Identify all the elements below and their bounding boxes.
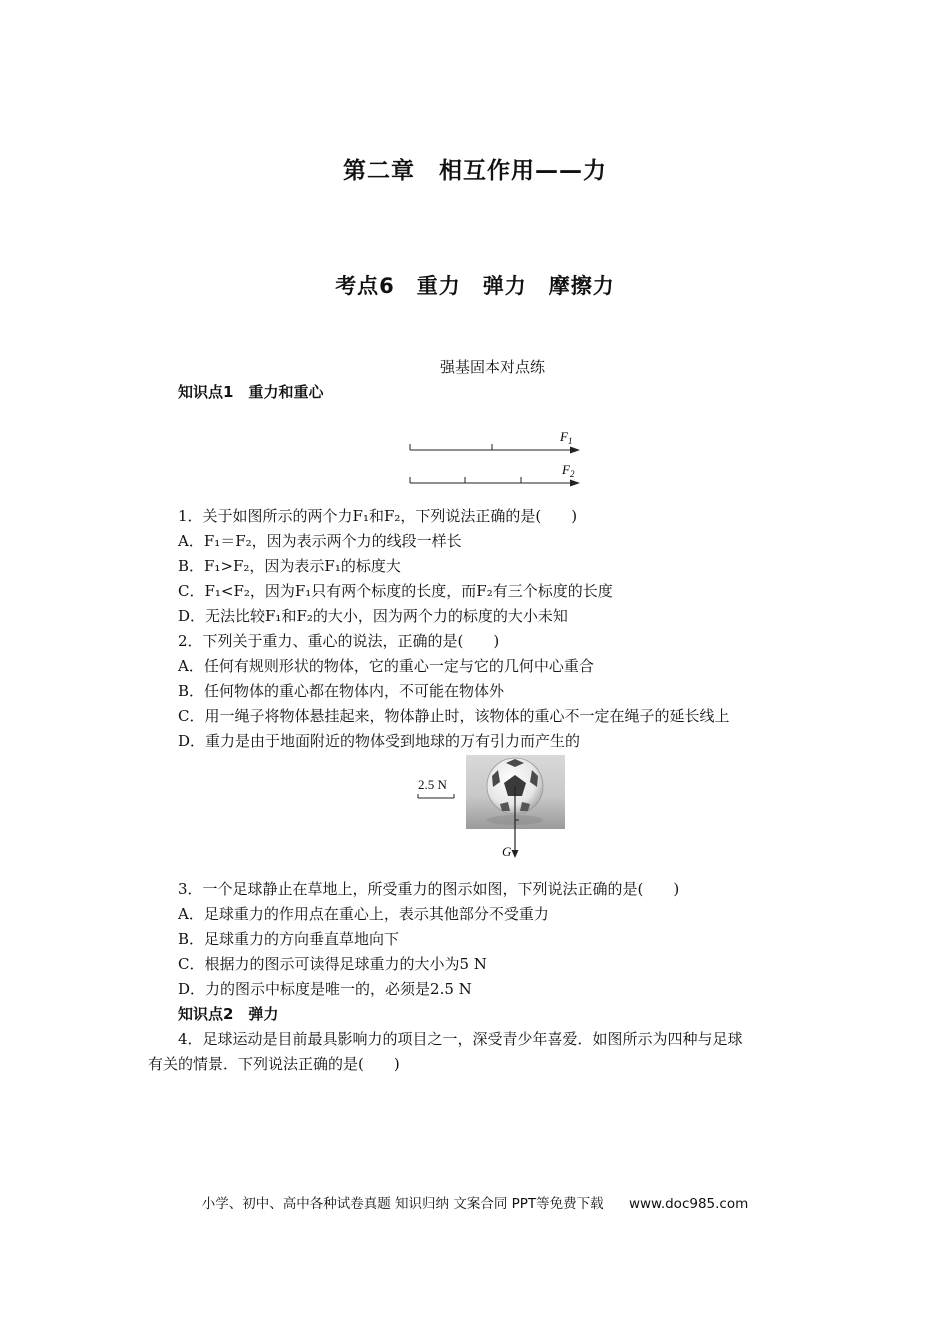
- f2-label: $F_2$: [562, 462, 575, 479]
- chapter-title: 第二章 相互作用——力: [343, 158, 607, 184]
- q4-stem-line1: 4．足球运动是目前最具影响力的项目之一，深受青少年喜爱．如图所示为四种与足球: [178, 1030, 743, 1048]
- scale-label: 2.5 N: [418, 777, 447, 792]
- section-title: 考点6 重力 弹力 摩擦力: [335, 274, 615, 298]
- q2-option-d: D．重力是由于地面附近的物体受到地球的万有引力而产生的: [178, 732, 581, 750]
- scale-bar: [418, 794, 454, 798]
- gravity-label: G: [502, 844, 512, 859]
- football-gravity-figure: [414, 754, 574, 860]
- q1-option-a: A．F₁＝F₂，因为表示两个力的线段一样长: [178, 532, 462, 550]
- gravity-arrowhead: [512, 850, 519, 858]
- q3-option-a: A．足球重力的作用点在重心上，表示其他部分不受重力: [178, 905, 549, 923]
- q3-stem: 3．一个足球静止在草地上，所受重力的图示如图，下列说法正确的是( ): [178, 880, 680, 898]
- q2-option-b: B．任何物体的重心都在物体内，不可能在物体外: [178, 682, 505, 700]
- q3-option-d: D．力的图示中标度是唯一的，必须是2.5 N: [178, 980, 472, 998]
- practice-subtitle: 强基固本对点练: [439, 358, 545, 376]
- q4-stem-line2: 有关的情景．下列说法正确的是( ): [148, 1055, 400, 1073]
- knowledge-point-1-heading: 知识点1 重力和重心: [178, 383, 324, 401]
- q1-option-d: D．无法比较F₁和F₂的大小，因为两个力的标度的大小未知: [178, 607, 568, 625]
- page-footer: [0, 1192, 950, 1212]
- footer-text: 小学、初中、高中各种试卷真题 知识归纳 文案合同 PPT等免费下载: [201, 1196, 604, 1212]
- q3-option-c: C．根据力的图示可读得足球重力的大小为5 N: [178, 955, 487, 973]
- footer-url-link[interactable]: www.doc985.com: [628, 1196, 749, 1212]
- f1-label: $F_1$: [560, 429, 573, 446]
- f2-arrowhead: [570, 480, 580, 487]
- q2-option-c: C．用一绳子将物体悬挂起来，物体静止时，该物体的重心不一定在绳子的延长线上: [178, 707, 730, 725]
- q1-stem: 1．关于如图所示的两个力F₁和F₂，下列说法正确的是( ): [178, 507, 578, 525]
- q2-stem: 2．下列关于重力、重心的说法，正确的是( ): [178, 632, 500, 650]
- q1-option-b: B．F₁>F₂，因为表示F₁的标度大: [178, 557, 401, 575]
- q2-option-a: A．任何有规则形状的物体，它的重心一定与它的几何中心重合: [178, 657, 594, 675]
- q1-option-c: C．F₁<F₂，因为F₁只有两个标度的长度，而F₂有三个标度的长度: [178, 582, 613, 600]
- f1-arrowhead: [570, 447, 580, 454]
- q3-option-b: B．足球重力的方向垂直草地向下: [178, 930, 400, 948]
- force-arrows-figure: [400, 426, 590, 488]
- knowledge-point-2-heading: 知识点2 弹力: [178, 1005, 279, 1023]
